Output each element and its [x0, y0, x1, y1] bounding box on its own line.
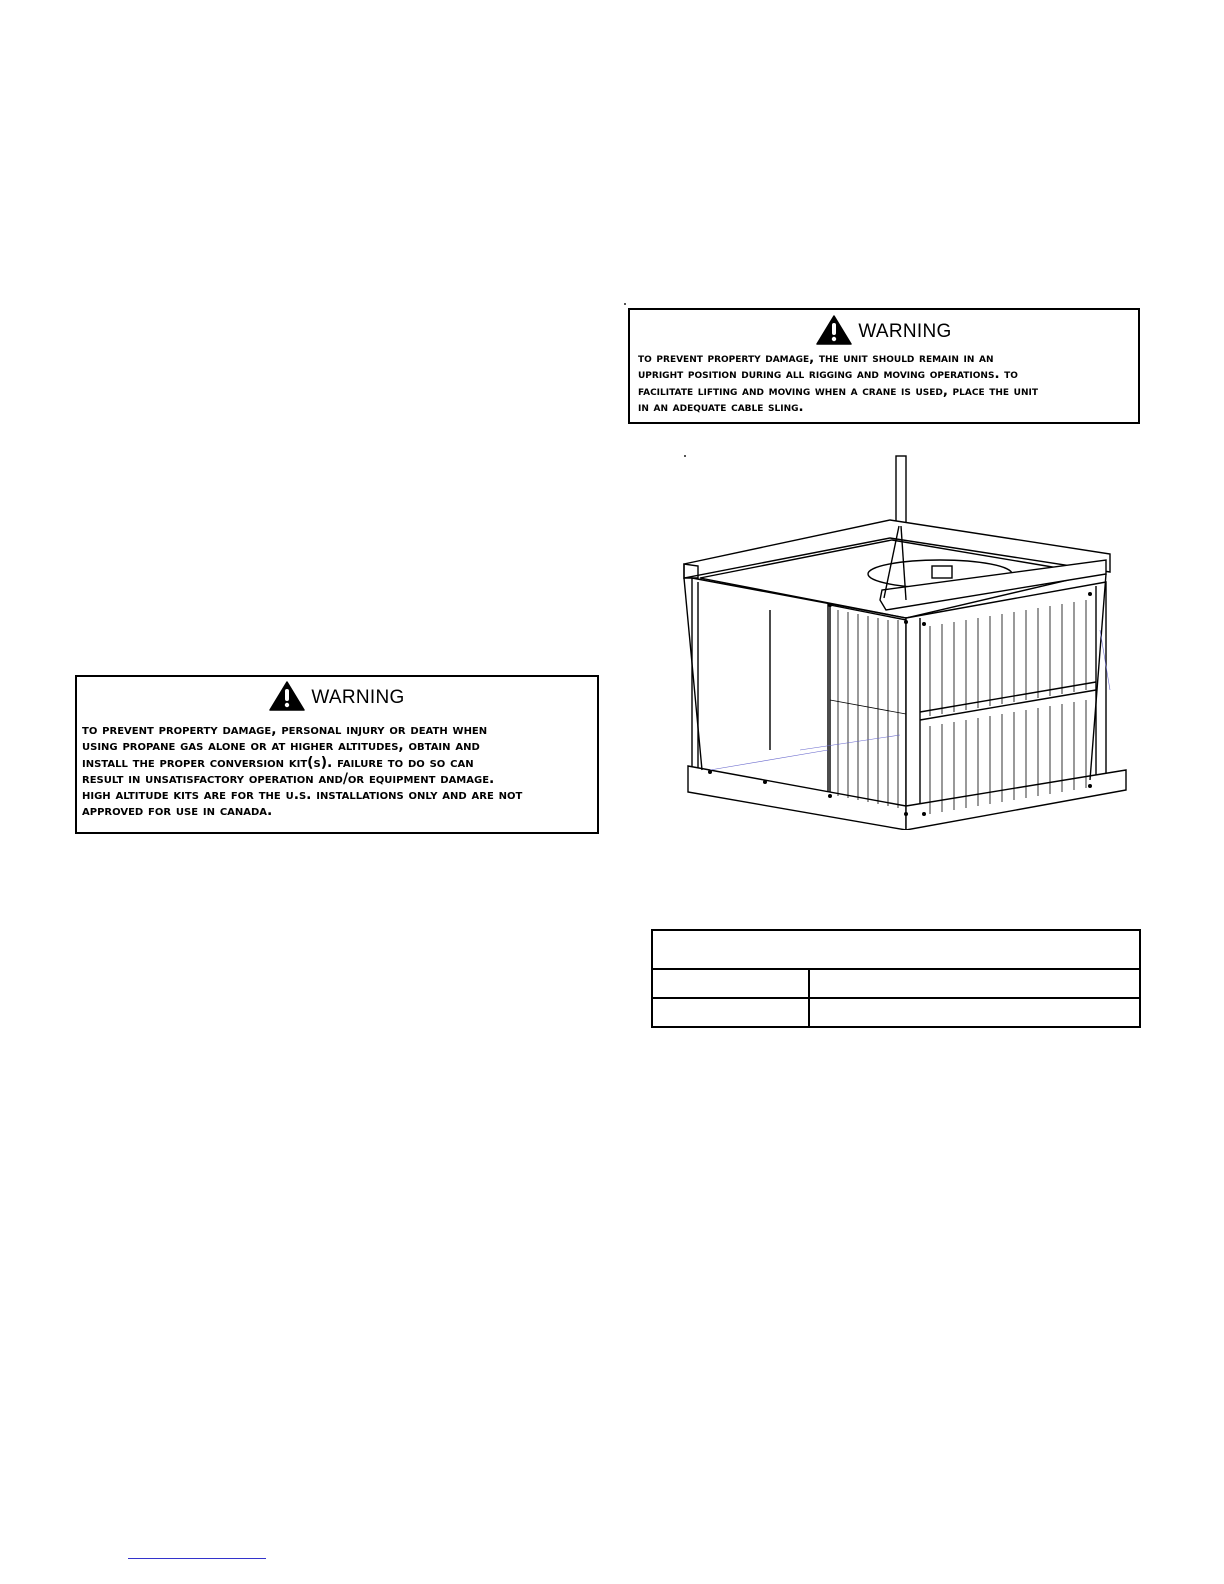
warning-line: install the proper conversion kit(s). failure to do so can — [82, 754, 474, 771]
warning-title: WARNING — [858, 321, 952, 342]
table-cell — [652, 998, 809, 1027]
warning-triangle-icon — [269, 681, 305, 716]
table-cell — [809, 998, 1140, 1027]
scan-mark — [624, 303, 626, 305]
warning-text — [630, 347, 1138, 416]
warning-header — [630, 317, 1138, 347]
warning-line: high altitude kits are for the u.s. installations only and are not — [82, 787, 523, 804]
table-cell — [652, 969, 809, 998]
warning-box-propane — [75, 675, 599, 834]
warning-line: in an adequate cable sling. — [638, 399, 804, 415]
warning-line: to prevent property damage, the unit should remain in an — [638, 351, 994, 366]
warning-line: result in unsatisfactory operation and/or equipment damage. — [82, 770, 495, 787]
warning-line: upright position during all rigging and moving operations. to — [638, 367, 1018, 383]
warning-title: WARNING — [311, 687, 405, 708]
table-header-cell — [652, 930, 1140, 969]
warning-box-rigging — [628, 308, 1140, 424]
table-cell — [809, 969, 1140, 998]
packaged-unit-rigging-illustration — [670, 450, 1140, 830]
warning-line: using propane gas alone or at higher altitudes, obtain and — [82, 738, 480, 755]
warning-line: approved for use in canada. — [82, 803, 273, 820]
warning-line: facilitate lifting and moving when a crane is used, place the unit — [638, 383, 1039, 399]
warning-text — [77, 713, 597, 820]
warning-header — [77, 683, 597, 713]
table-row — [652, 969, 1140, 998]
unit-data-table — [651, 929, 1141, 1028]
warning-triangle-icon — [816, 315, 852, 350]
footer-link[interactable] — [128, 1558, 266, 1559]
table-header-row — [652, 930, 1140, 969]
warning-line: to prevent property damage, personal injury or death when — [82, 722, 488, 738]
table-row — [652, 998, 1140, 1027]
